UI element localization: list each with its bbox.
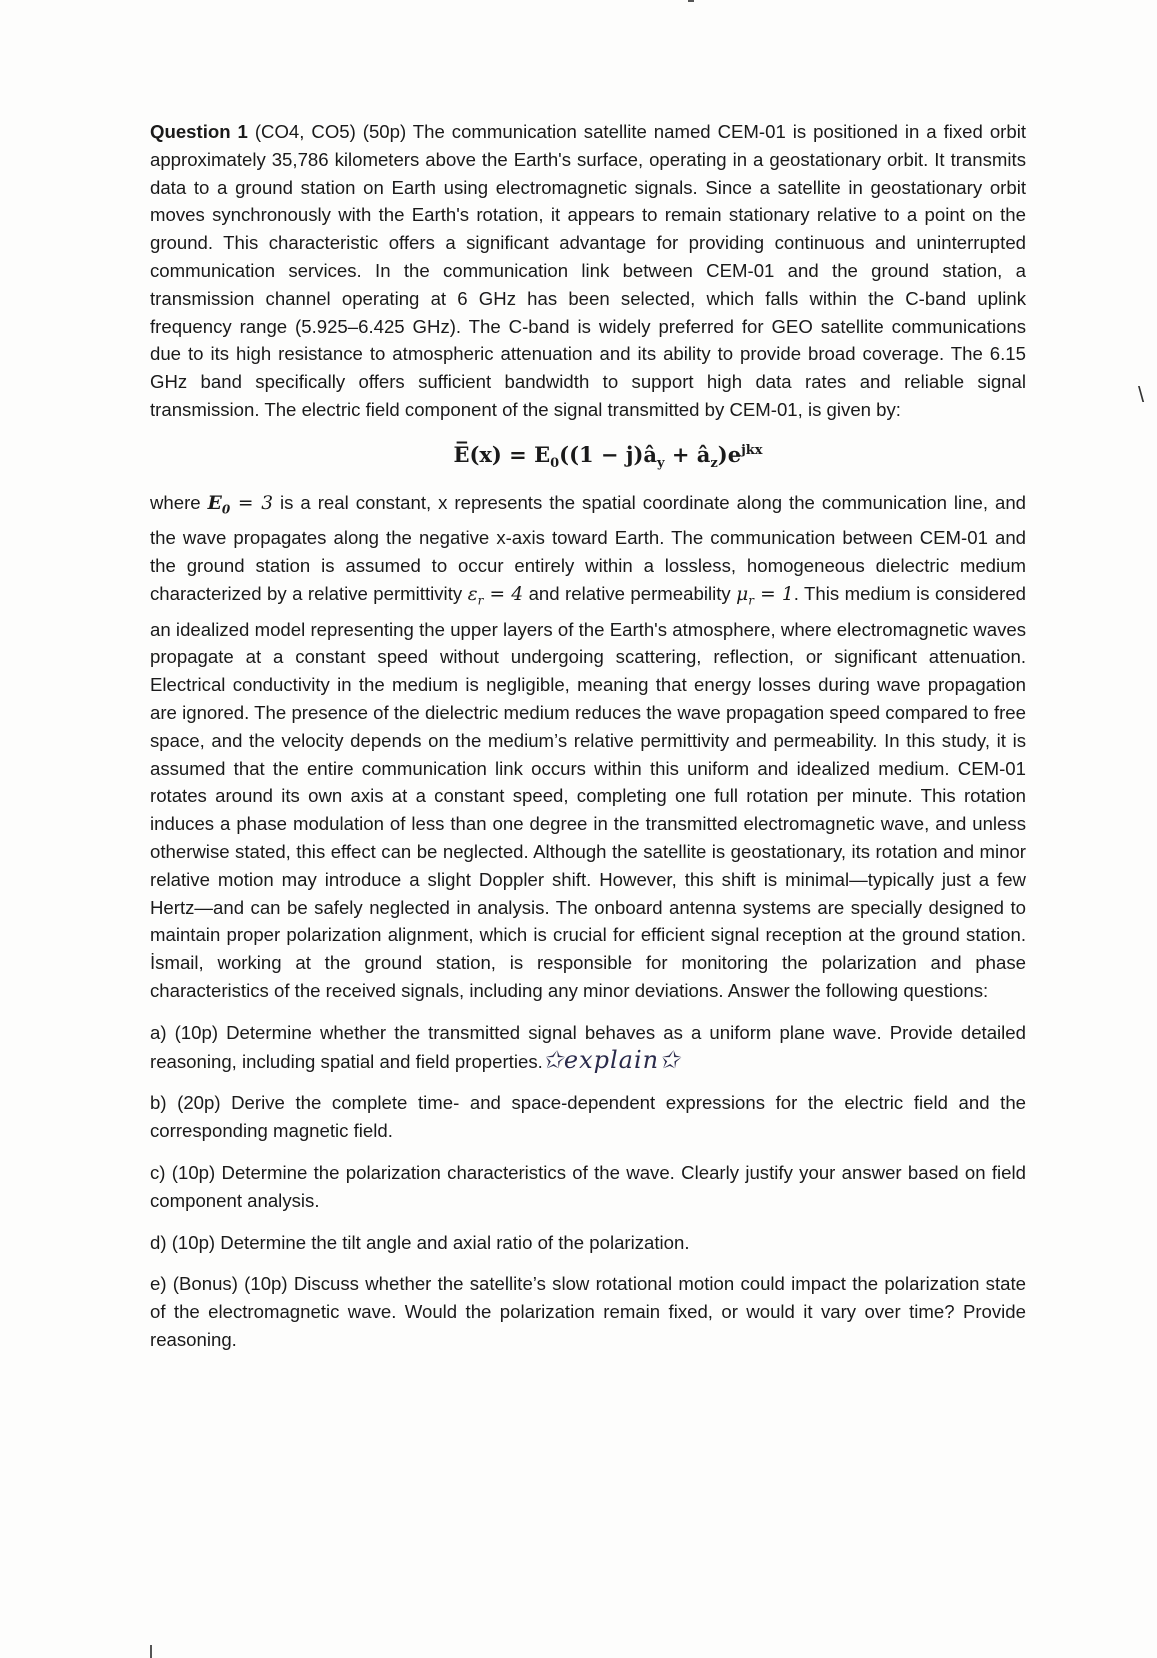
part-b: b) (20p) Derive the complete time- and space-dependent expressions for the electric field and the corresponding magnetic field. xyxy=(150,1092,1026,1142)
question-content xyxy=(150,118,1026,1354)
part-c: c) (10p) Determine the polarization characteristics of the wave. Clearly justify your answer based on field component analysis. xyxy=(150,1161,1026,1211)
scan-edge-mark-top xyxy=(688,0,694,2)
question-intro-text: (CO4, CO5) (50p) The communication satellite named CEM-01 is positioned in a fixed orbit approximately 35,786 kilometers above the Earth's surface, operating in a geostationary orbit. It transmits data to a ground station on Earth using electromagnetic signals. Since a satellite in geostationary orbit moves synchronously with the Earth's rotation, it appears to remain stationary relative to a point on the ground. This characteristic offers a significant advantage for providing continuous and uninterrupted communication services. In the communication link between CEM-01 and the ground station, a transmission channel operating at 6 GHz has been selected, which falls within the C-band uplink frequency range (5.925–6.425 GHz). The C-band is widely preferred for GEO satellite communications due to its high resistance to atmospheric attenuation and its ability to provide broad coverage. The 6.15 GHz band specifically offers sufficient bandwidth to support high data rates and reliable signal transmission. The electric field component of the signal transmitted by CEM-01, is given by: xyxy=(150,121,1026,420)
handwritten-note: ✩explain✩ xyxy=(542,1045,681,1074)
electric-field-equation: E̅(x) = $E_0((1$ − $j)â_y$ + $â_z)e^{jkx}$ xyxy=(453,441,763,471)
question-intro xyxy=(150,118,1026,424)
medium-description: where $E_0 = 3$ is a real constant, x represents the spatial coordinate along the communication line, and the wave propagates along the negative x-axis toward Earth. The communication between CEM-01 and the ground station is assumed to occur entirely within a lossless, homogeneous dielectric medium characterized by a relative permittivity $\varepsilon_r = 4$ and relative permeability $\mu_r = 1$. This medium is considered an idealized model representing the upper layers of the Earth's atmosphere, where electromagnetic waves propagate at a constant speed without undergoing scattering, reflection, or significant attenuation. Electrical conductivity in the medium is negligible, meaning that energy losses during wave propagation are ignored. The presence of the dielectric medium reduces the wave propagation speed compared to free space, and the velocity depends on the medium’s relative permittivity and permeability. In this study, it is assumed that the entire communication link occurs within this uniform and idealized medium. CEM-01 rotates around its own axis at a constant speed, completing one full rotation per minute. This rotation induces a phase modulation of less than one degree in the transmitted electromagnetic wave, and unless otherwise stated, this effect can be neglected. Although the satellite is geostationary, its rotation and minor relative motion may introduce a slight Doppler shift. However, this shift is minimal—typically just a few Hertz—and can be safely neglected in analysis. The onboard antenna systems are specially designed to maintain proper polarization alignment, which is crucial for efficient signal reception at the ground station. İsmail, working at the ground station, is responsible for monitoring the polarization and phase characteristics of the received signals, including any minor deviations. Answer the following questions: xyxy=(150,491,1027,1001)
question-heading: Question 1 xyxy=(150,121,248,142)
right-margin-mark: \ xyxy=(1138,382,1145,407)
part-e: e) (Bonus) (10p) Discuss whether the satellite’s slow rotational motion could impact the polarization state of the electromagnetic wave. Would the polarization remain fixed, or would it vary over time? Provide reasoning. xyxy=(150,1273,1026,1350)
part-a: a) (10p) Determine whether the transmitted signal behaves as a uniform plane wave. Provide detailed reasoning, including spatial and field properties.✩explain✩ xyxy=(150,1021,1026,1074)
part-d: d) (10p) Determine the tilt angle and axial ratio of the polarization. xyxy=(150,1231,690,1253)
scan-edge-mark-bottom xyxy=(150,1645,152,1658)
